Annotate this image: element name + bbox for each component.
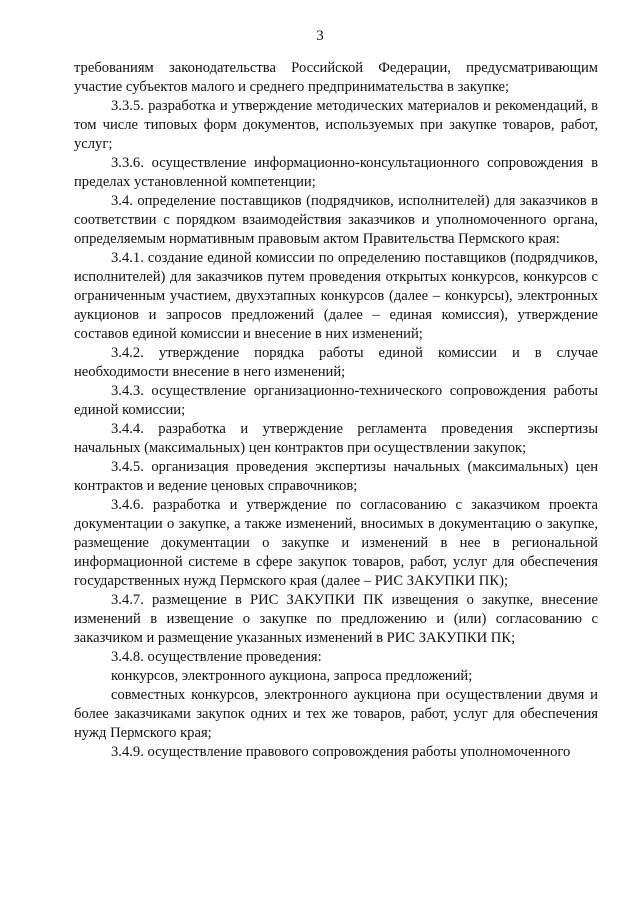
document-body <box>74 59 598 762</box>
paragraph-3-3-6: 3.3.6. осуществление информационно-консультационного сопровождения в пределах установленной компетенции; <box>74 155 598 190</box>
paragraph-3-4-8: 3.4.8. осуществление проведения: <box>111 649 322 665</box>
paragraph-3-4-9: 3.4.9. осуществление правового сопровождения работы уполномоченного <box>111 744 571 760</box>
page-number: 3 <box>316 28 324 44</box>
paragraph-3-4-4: 3.4.4. разработка и утверждение регламента проведения экспертизы начальных (максимальных) цен контрактов при осуществлении закупок; <box>74 421 598 456</box>
paragraph-3-4-2: 3.4.2. утверждение порядка работы единой комиссии и в случае необходимости внесение в него изменений; <box>74 345 598 380</box>
paragraph-3-3-5: 3.3.5. разработка и утверждение методических материалов и рекомендаций, в том числе типовых форм документов, используемых при закупке товаров, работ, услуг; <box>74 98 598 152</box>
paragraph-3-4-6: 3.4.6. разработка и утверждение по согласованию с заказчиком проекта документации о закупке, а также изменений, вносимых в документацию о закупке, размещение документации о закупке и изменений в нее в региональной информационной системе в сфере закупок товаров, работ, услуг для обеспечения государственных нужд Пермского края (далее – РИС ЗАКУПКИ ПК); <box>74 497 598 589</box>
paragraph-3-4-3: 3.4.3. осуществление организационно-технического сопровождения работы единой комиссии; <box>74 383 598 418</box>
paragraph-3-4-8-item-1: конкурсов, электронного аукциона, запроса предложений; <box>111 668 473 684</box>
paragraph-continuation: требованиям законодательства Российской Федерации, предусматривающим участие субъектов малого и среднего предпринимательства в закупке; <box>74 60 598 95</box>
paragraph-3-4-5: 3.4.5. организация проведения экспертизы начальных (максимальных) цен контрактов и ведение ценовых справочников; <box>74 459 598 494</box>
paragraph-3-4-8-item-2: совместных конкурсов, электронного аукциона при осуществлении двумя и более заказчиками закупок одних и тех же товаров, работ, услуг для обеспечения нужд Пермского края; <box>74 687 598 741</box>
paragraph-3-4-7: 3.4.7. размещение в РИС ЗАКУПКИ ПК извещения о закупке, внесение изменений в извещение о закупке по предложению и (или) согласованию с заказчиком и размещение указанных изменений в РИС ЗАКУПКИ ПК; <box>74 592 598 646</box>
paragraph-3-4-1: 3.4.1. создание единой комиссии по определению поставщиков (подрядчиков, исполнителей) для заказчиков путем проведения открытых конкурсов, конкурсов с ограниченным участием, двухэтапных конкурсов (далее – конкурсы), электронных аукционов и запросов предложений (далее – единая комиссия), утверждение составов единой комиссии и внесение в них изменений; <box>74 250 598 342</box>
paragraph-3-4: 3.4. определение поставщиков (подрядчиков, исполнителей) для заказчиков в соответствии с порядком взаимодействия заказчиков и уполномоченного органа, определяемым нормативным правовым актом Правительства Пермского края: <box>74 193 598 247</box>
